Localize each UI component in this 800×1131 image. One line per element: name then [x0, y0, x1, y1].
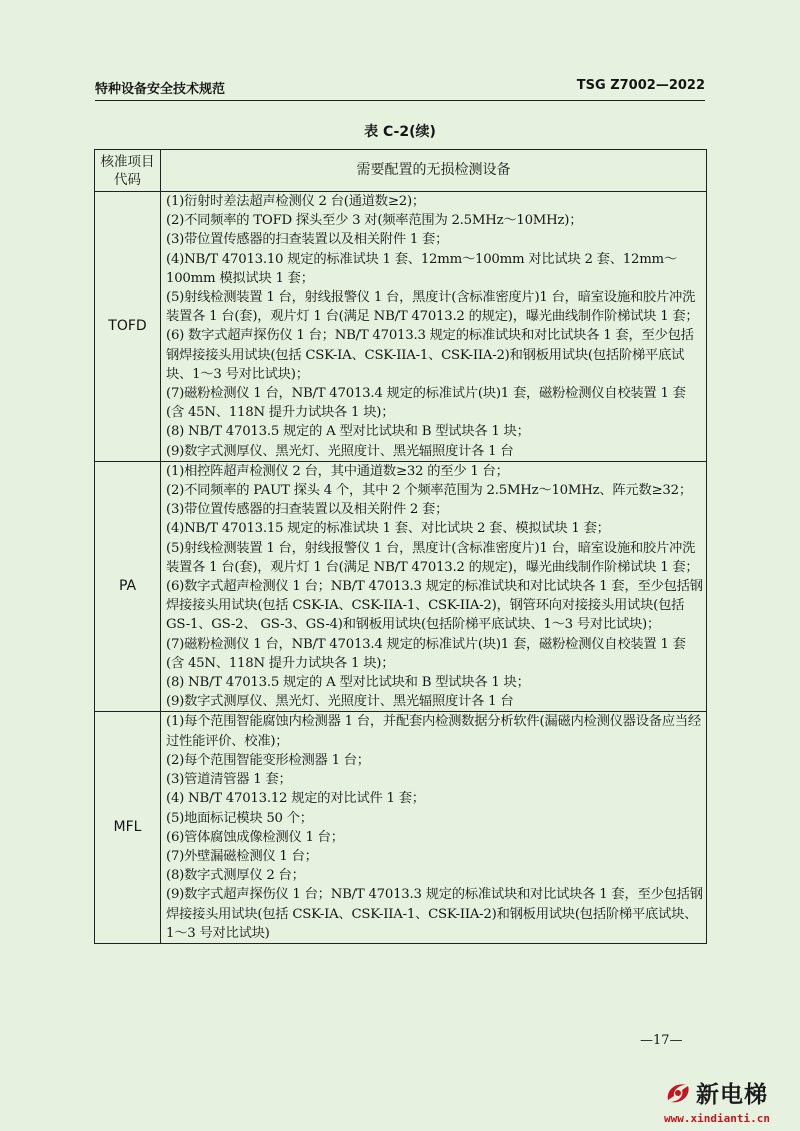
row-items: [161, 192, 707, 462]
header-rule: [95, 100, 705, 101]
list-item: (5)射线检测装置 1 台，射线报警仪 1 台，黑度计(含标准密度片)1 台，暗室设施和胶片冲洗装置各 1 台(套)，观片灯 1 台(满足 NB/T 47013.2 的规定)，曝光曲线制作阶梯试块 1 套；: [166, 290, 699, 325]
list-item: (2)每个范围智能变形检测器 1 台；: [166, 752, 370, 768]
list-item: (9)数字式测厚仪、黑光灯、光照度计、黑光辐照度计各 1 台: [166, 443, 514, 459]
equipment-table: [94, 149, 707, 944]
table-title: 表 C-2(续): [364, 124, 436, 140]
row-items: [161, 712, 707, 943]
list-item: (9)数字式测厚仪、黑光灯、光照度计、黑光辐照度计各 1 台: [166, 694, 514, 710]
list-item: (6)数字式超声检测仪 1 台；NB/T 47013.3 规定的标准试块和对比试块各 1 套，至少包括钢焊接接头用试块(包括 CSK-IA、CSK-IIA-1、CSK-IIA-2)，钢管环向对接接头用试块(包括 GS-1、GS-2、 GS-3、GS-4)和钢板用试块(包括阶梯平底试块、1～3 号对比试块)；: [166, 579, 703, 633]
list-item: (7)磁粉检测仪 1 台，NB/T 47013.4 规定的标准试片(块)1 套，磁粉检测仪自校装置 1 套(含 45N、118N 提升力试块各 1 块)；: [166, 386, 686, 421]
list-item: (4)NB/T 47013.10 规定的标准试块 1 套、12mm～100mm 对比试块 2 套、12mm～100mm 模拟试块 1 套；: [166, 251, 677, 286]
row-code: MFL: [95, 712, 161, 943]
header-standard-code: TSG Z7002—2022: [576, 78, 705, 93]
site-logo: [650, 1076, 800, 1131]
logo-url: www.xindianti.cn: [664, 1112, 770, 1125]
row-code: TOFD: [95, 192, 161, 462]
table-row: [95, 461, 707, 712]
page-number: —17—: [640, 1033, 683, 1048]
row-items: [161, 461, 707, 712]
column-header-equipment: 需要配置的无损检测设备: [161, 150, 707, 192]
list-item: (2)不同频率的 PAUT 探头 4 个，其中 2 个频率范围为 2.5MHz～10MHz、阵元数≥32；: [166, 483, 692, 499]
list-item: (1)相控阵超声检测仪 2 台，其中通道数≥32 的至少 1 台；: [166, 463, 509, 479]
list-item: (7)外壁漏磁检测仪 1 台；: [166, 848, 318, 864]
list-item: (2)不同频率的 TOFD 探头至少 3 对(频率范围为 2.5MHz～10MHz)；: [166, 213, 583, 229]
list-item: (1)每个范围智能腐蚀内检测器 1 台，并配套内检测数据分析软件(漏磁内检测仪器设备应当经过性能评价、校准)；: [166, 714, 701, 749]
table-row: [95, 712, 707, 943]
column-header-code: [95, 150, 161, 192]
list-item: (5)地面标记模块 50 个；: [166, 810, 313, 826]
list-item: (8) NB/T 47013.5 规定的 A 型对比试块和 B 型试块各 1 块；: [166, 675, 530, 691]
list-item: (9)数字式超声探伤仪 1 台；NB/T 47013.3 规定的标准试块和对比试块各 1 套，至少包括钢焊接接头用试块(包括 CSK-IA、CSK-IIA-1、CSK-IIA-2)和钢板用试块(包括阶梯平底试块、1～3 号对比试块): [166, 887, 703, 941]
column-header-code-line2: 代码: [114, 171, 141, 188]
list-item: (3)带位置传感器的扫查装置以及相关附件 1 套；: [166, 232, 449, 248]
table-header-row: [95, 150, 707, 192]
list-item: (3)带位置传感器的扫查装置以及相关附件 2 套；: [166, 502, 449, 518]
list-item: (6)管体腐蚀成像检测仪 1 台；: [166, 829, 344, 845]
logo-name: 新电梯: [696, 1082, 768, 1108]
list-item: (1)衍射时差法超声检测仪 2 台(通道数≥2)；: [166, 194, 425, 209]
list-item: (6) 数字式超声探伤仪 1 台；NB/T 47013.3 规定的标准试块和对比试块各 1 套，至少包括钢焊接接头用试块(包括 CSK-IA、CSK-IIA-1、CSK-IIA-2)和钢板用试块(包括阶梯平底试块、1～3 号对比试块)；: [166, 328, 694, 382]
logo-swirl-icon: [664, 1080, 692, 1106]
list-item: (7)磁粉检测仪 1 台，NB/T 47013.4 规定的标准试片(块)1 套，磁粉检测仪自校装置 1 套(含 45N、118N 提升力试块各 1 块)；: [166, 636, 686, 671]
row-code: PA: [95, 461, 161, 712]
list-item: (8)数字式测厚仪 2 台；: [166, 868, 305, 884]
table-row: [95, 192, 707, 462]
list-item: (4)NB/T 47013.15 规定的标准试块 1 套、对比试块 2 套、模拟试块 1 套；: [166, 521, 610, 537]
list-item: (5)射线检测装置 1 台，射线报警仪 1 台，黑度计(含标准密度片)1 台，暗室设施和胶片冲洗装置各 1 台(套)，观片灯 1 台(满足 NB/T 47013.2 的规定)，曝光曲线制作阶梯试块 1 套；: [166, 540, 699, 575]
list-item: (8) NB/T 47013.5 规定的 A 型对比试块和 B 型试块各 1 块；: [166, 424, 530, 440]
running-header: [95, 76, 705, 98]
header-title: 特种设备安全技术规范: [95, 82, 226, 97]
list-item: (3)管道清管器 1 套；: [166, 772, 292, 788]
column-header-code-line1: 核准项目: [100, 153, 155, 170]
list-item: (4) NB/T 47013.12 规定的对比试件 1 套；: [166, 791, 425, 807]
